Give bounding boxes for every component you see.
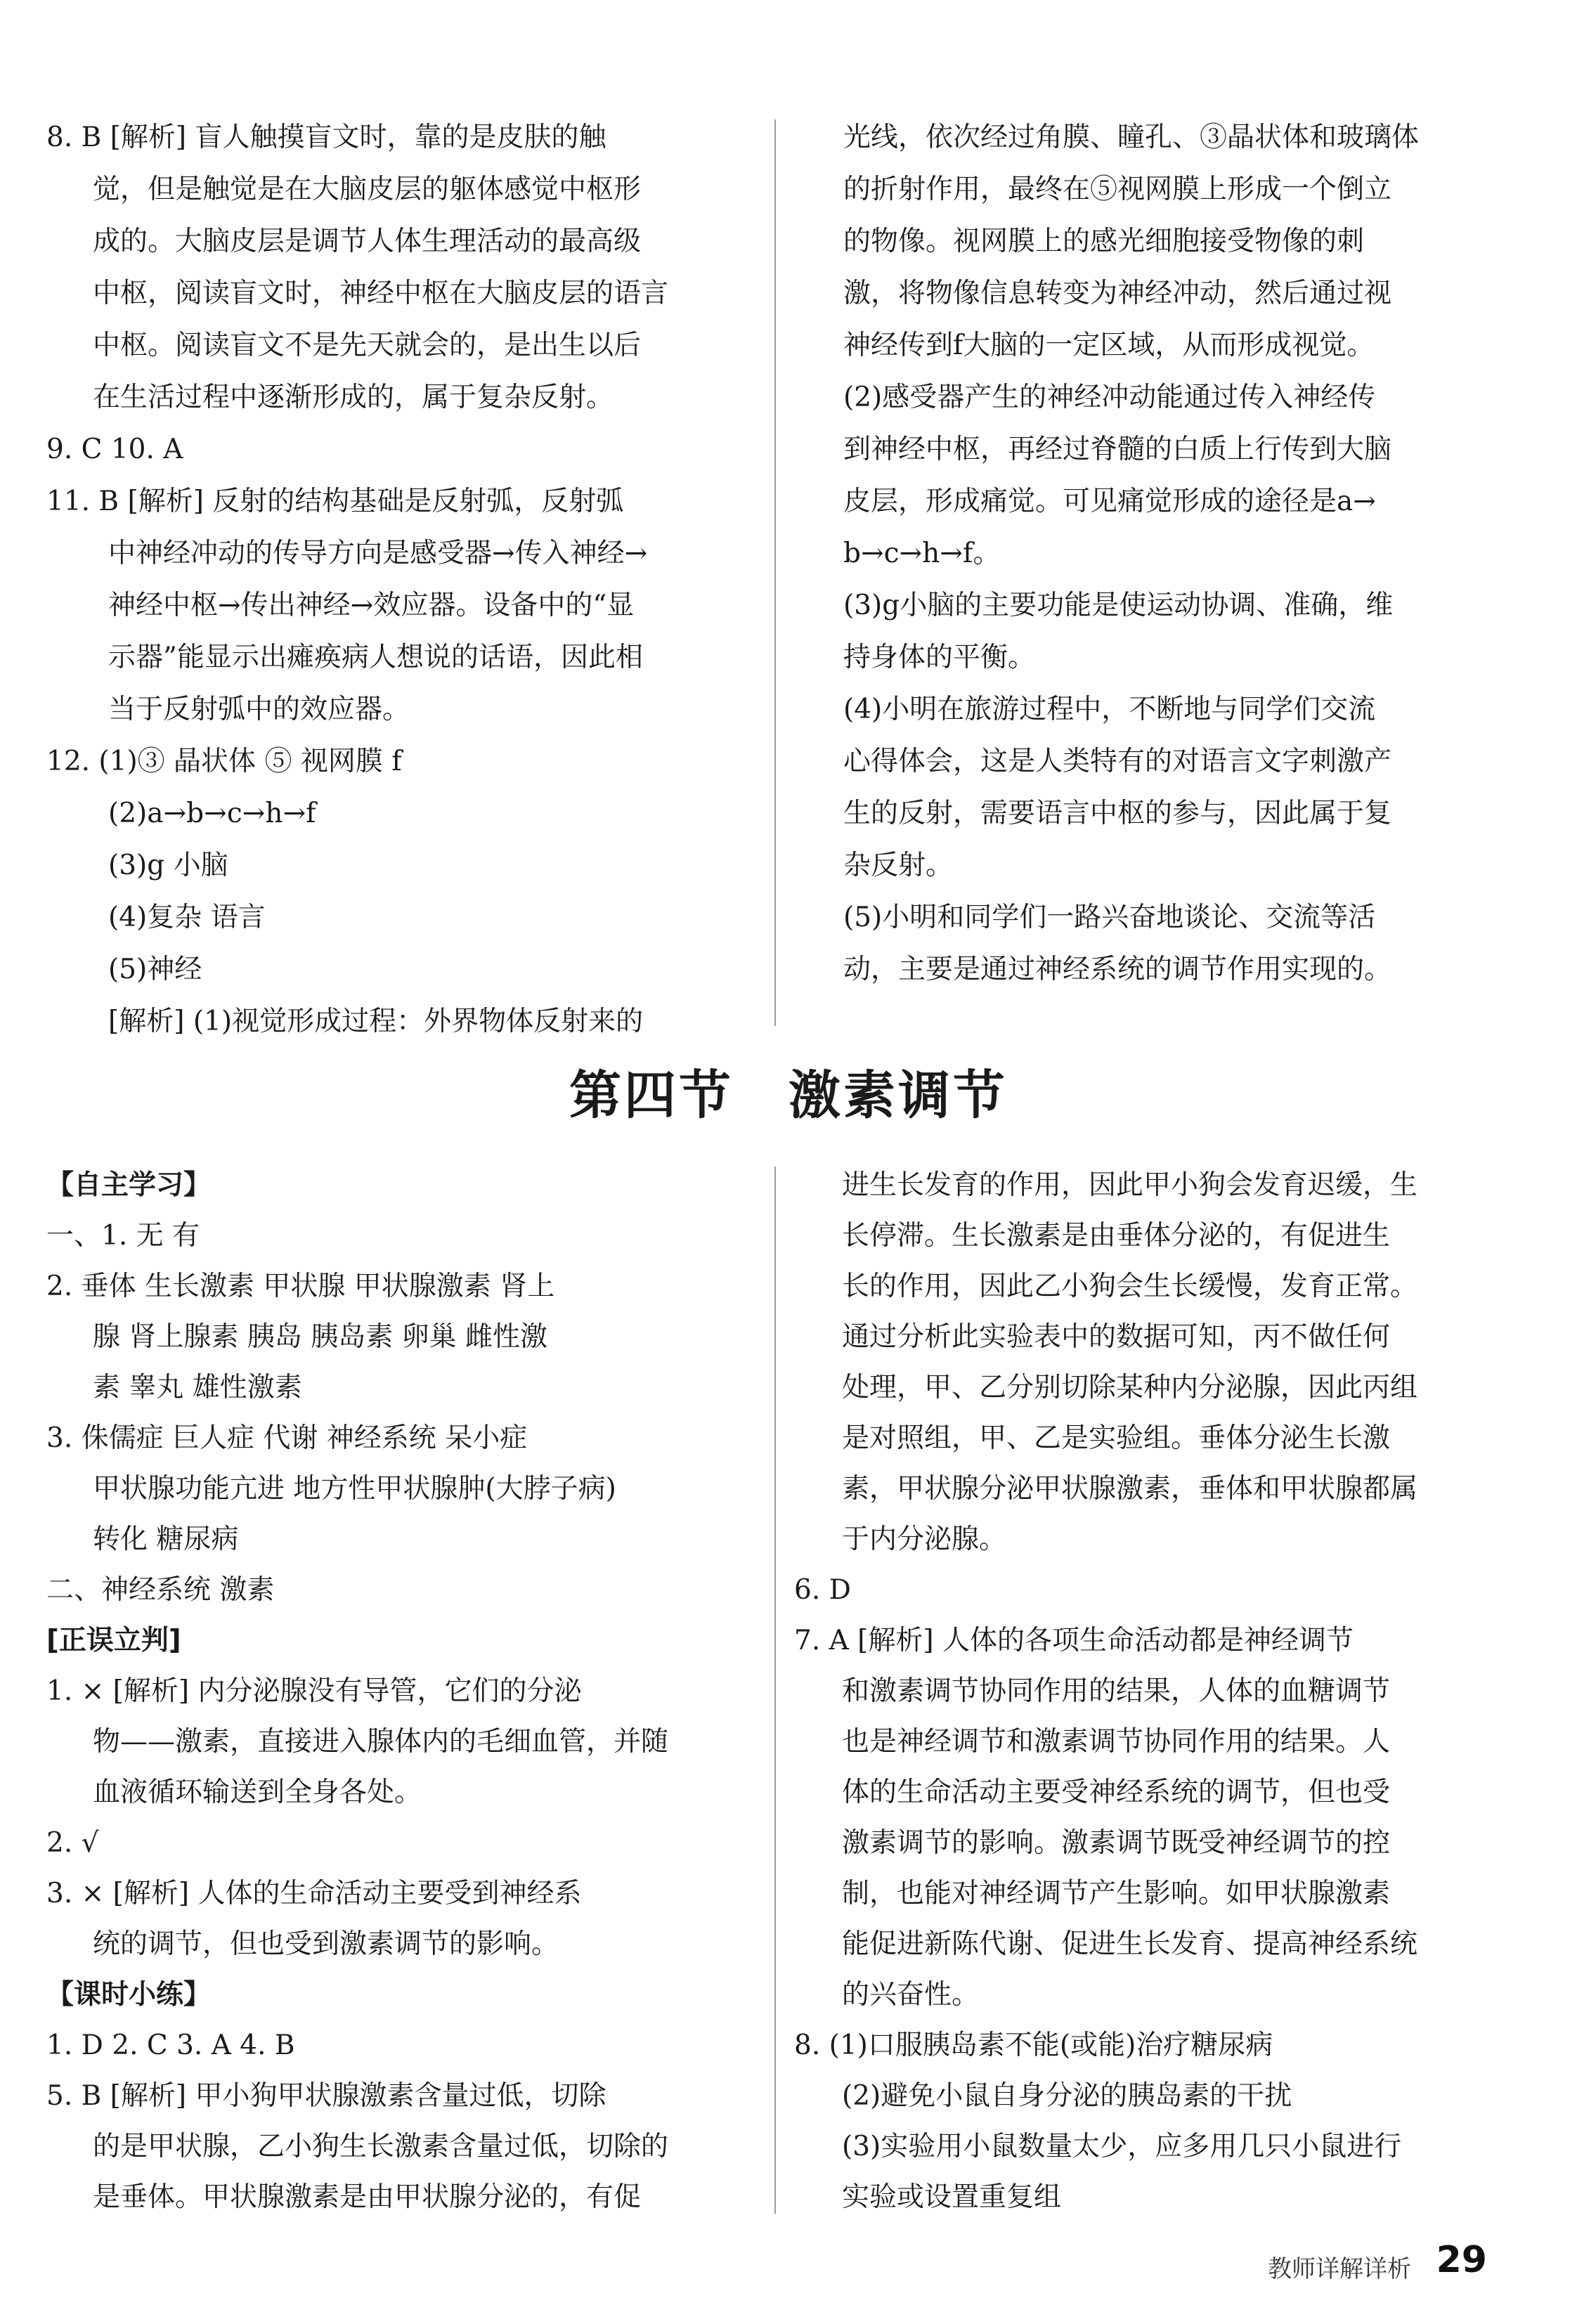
text-line: 是对照组，甲、乙是实验组。垂体分泌生长激 bbox=[842, 1422, 1391, 1454]
text-line: 杂反射。 bbox=[843, 850, 954, 881]
text-line: 示器”能显示出瘫痪病人想说的话语，因此相 bbox=[108, 642, 643, 673]
text-line: 持身体的平衡。 bbox=[843, 642, 1036, 673]
section-header-practice: 【课时小练】 bbox=[46, 1979, 212, 2011]
text-line: 3. × [解析] 人体的生命活动主要受到神经系 bbox=[46, 1878, 582, 1909]
section-title: 第四节 激素调节 bbox=[569, 1065, 1008, 1126]
text-line: 9. C 10. A bbox=[46, 434, 183, 465]
text-line: 激，将物像信息转变为神经冲动，然后通过视 bbox=[843, 278, 1392, 309]
bottom-right-column bbox=[794, 1169, 1539, 2213]
text-line: 的折射作用，最终在⑤视网膜上形成一个倒立 bbox=[843, 174, 1392, 205]
text-line: 7. A [解析] 人体的各项生命活动都是神经调节 bbox=[794, 1625, 1354, 1656]
bottom-left-column bbox=[46, 1169, 749, 2213]
text-line: 光线，依次经过角膜、瞳孔、③晶状体和玻璃体 bbox=[843, 122, 1420, 153]
section-header-self-study: 【自主学习】 bbox=[46, 1169, 212, 1201]
text-line: (2)a→b→c→h→f bbox=[108, 798, 316, 829]
text-line: (5)神经 bbox=[108, 954, 202, 985]
text-line: 一、1. 无 有 bbox=[46, 1220, 200, 1252]
section-header-judgement: [正误立判] bbox=[46, 1625, 181, 1656]
text-line: 甲状腺功能亢进 地方性甲状腺肿(大脖子病) bbox=[93, 1473, 616, 1505]
text-line: 通过分析此实验表中的数据可知，丙不做任何 bbox=[842, 1321, 1391, 1353]
text-line: 8. (1)口服胰岛素不能(或能)治疗糖尿病 bbox=[794, 2030, 1273, 2061]
text-line: 皮层，形成痛觉。可见痛觉形成的途径是a→ bbox=[843, 486, 1376, 517]
text-line: 神经传到f大脑的一定区域，从而形成视觉。 bbox=[843, 330, 1375, 361]
text-line: 在生活过程中逐渐形成的，属于复杂反射。 bbox=[93, 382, 614, 413]
text-line: (4)小明在旅游过程中，不断地与同学们交流 bbox=[843, 694, 1376, 725]
text-line: 中枢。阅读盲文不是先天就会的，是出生以后 bbox=[93, 330, 642, 361]
text-line: 血液循环输送到全身各处。 bbox=[93, 1777, 422, 1808]
text-line: 当于反射弧中的效应器。 bbox=[108, 694, 410, 725]
text-line: 制，也能对神经调节产生影响。如甲状腺激素 bbox=[842, 1878, 1391, 1909]
text-line: 处理，甲、乙分别切除某种内分泌腺，因此丙组 bbox=[842, 1372, 1418, 1403]
text-line: 神经中枢→传出神经→效应器。设备中的“显 bbox=[108, 590, 635, 621]
text-line: (2)感受器产生的神经冲动能通过传入神经传 bbox=[843, 382, 1376, 413]
text-line: 中枢，阅读盲文时，神经中枢在大脑皮层的语言 bbox=[93, 278, 669, 309]
text-line: 统的调节，但也受到激素调节的影响。 bbox=[93, 1928, 559, 1960]
text-line: 生的反射，需要语言中枢的参与，因此属于复 bbox=[843, 798, 1392, 829]
bottom-column-divider bbox=[774, 1167, 776, 2214]
text-line: 6. D bbox=[794, 1574, 851, 1606]
text-line: 成的。大脑皮层是调节人体生理活动的最高级 bbox=[93, 226, 642, 257]
text-line: 素 睾丸 雄性激素 bbox=[93, 1372, 302, 1403]
text-line: 物——激素，直接进入腺体内的毛细血管，并随 bbox=[93, 1726, 669, 1758]
text-line: 实验或设置重复组 bbox=[842, 2181, 1062, 2213]
text-line: 体的生命活动主要受神经系统的调节，但也受 bbox=[842, 1777, 1391, 1808]
text-line: 进生长发育的作用，因此甲小狗会发育迟缓，生 bbox=[842, 1169, 1418, 1201]
text-line: 中神经冲动的传导方向是感受器→传入神经→ bbox=[108, 538, 648, 569]
text-line: 激素调节的影响。激素调节既受神经调节的控 bbox=[842, 1827, 1391, 1859]
text-line: b→c→h→f。 bbox=[843, 538, 1001, 569]
top-left-column bbox=[46, 121, 735, 1037]
text-line: 3. 侏儒症 巨人症 代谢 神经系统 呆小症 bbox=[46, 1422, 528, 1454]
text-line: 转化 糖尿病 bbox=[93, 1524, 239, 1555]
text-line: (3)g小脑的主要功能是使运动协调、准确，维 bbox=[843, 590, 1394, 621]
text-line: 和激素调节协同作用的结果，人体的血糖调节 bbox=[842, 1675, 1391, 1707]
text-line: 能促进新陈代谢、促进生长发育、提高神经系统 bbox=[842, 1928, 1418, 1960]
text-line: 的物像。视网膜上的感光细胞接受物像的刺 bbox=[843, 226, 1365, 257]
text-line: 2. √ bbox=[46, 1827, 99, 1859]
text-line: 心得体会，这是人类特有的对语言文字刺激产 bbox=[843, 746, 1392, 777]
text-line: 1. D 2. C 3. A 4. B bbox=[46, 2030, 295, 2061]
text-line: 长停滞。生长激素是由垂体分泌的，有促进生 bbox=[842, 1220, 1391, 1252]
text-line: 于内分泌腺。 bbox=[842, 1524, 1007, 1555]
text-line: (2)避免小鼠自身分泌的胰岛素的干扰 bbox=[842, 2080, 1292, 2112]
text-line: 素，甲状腺分泌甲状腺激素，垂体和甲状腺都属 bbox=[842, 1473, 1418, 1505]
top-column-divider bbox=[774, 119, 776, 1026]
top-right-column bbox=[843, 121, 1546, 1013]
text-line: (4)复杂 语言 bbox=[108, 902, 266, 933]
text-line: 二、神经系统 激素 bbox=[46, 1574, 275, 1606]
text-line: (3)g 小脑 bbox=[108, 850, 228, 881]
text-line: (5)小明和同学们一路兴奋地谈论、交流等活 bbox=[843, 902, 1376, 933]
text-line: 也是神经调节和激素调节协同作用的结果。人 bbox=[842, 1726, 1391, 1758]
text-line: 5. B [解析] 甲小狗甲状腺激素含量过低，切除 bbox=[46, 2080, 606, 2112]
text-line: 1. × [解析] 内分泌腺没有导管，它们的分泌 bbox=[46, 1675, 582, 1707]
text-line: 8. B [解析] 盲人触摸盲文时，靠的是皮肤的触 bbox=[46, 122, 606, 153]
text-line: 的是甲状腺，乙小狗生长激素含量过低，切除的 bbox=[93, 2131, 669, 2162]
text-line: 2. 垂体 生长激素 甲状腺 甲状腺激素 肾上 bbox=[46, 1271, 555, 1302]
text-line: 动，主要是通过神经系统的调节作用实现的。 bbox=[843, 954, 1392, 985]
text-line: 是垂体。甲状腺激素是由甲状腺分泌的，有促 bbox=[93, 2181, 642, 2213]
text-line: (3)实验用小鼠数量太少，应多用几只小鼠进行 bbox=[842, 2131, 1402, 2162]
text-line: 腺 肾上腺素 胰岛 胰岛素 卵巢 雌性激 bbox=[93, 1321, 547, 1353]
text-line: 12. (1)③ 晶状体 ⑤ 视网膜 f bbox=[46, 746, 402, 777]
footer-label: 教师详解详析 bbox=[1268, 2255, 1411, 2283]
text-line: 的兴奋性。 bbox=[842, 1979, 980, 2011]
text-line: 11. B [解析] 反射的结构基础是反射弧，反射弧 bbox=[46, 486, 624, 517]
text-line: 到神经中枢，再经过脊髓的白质上行传到大脑 bbox=[843, 434, 1392, 465]
text-line: 长的作用，因此乙小狗会生长缓慢，发育正常。 bbox=[842, 1271, 1418, 1302]
text-line: 觉，但是触觉是在大脑皮层的躯体感觉中枢形 bbox=[93, 174, 642, 205]
page-number: 29 bbox=[1436, 2239, 1487, 2281]
text-line: [解析] (1)视觉形成过程：外界物体反射来的 bbox=[108, 1006, 644, 1037]
